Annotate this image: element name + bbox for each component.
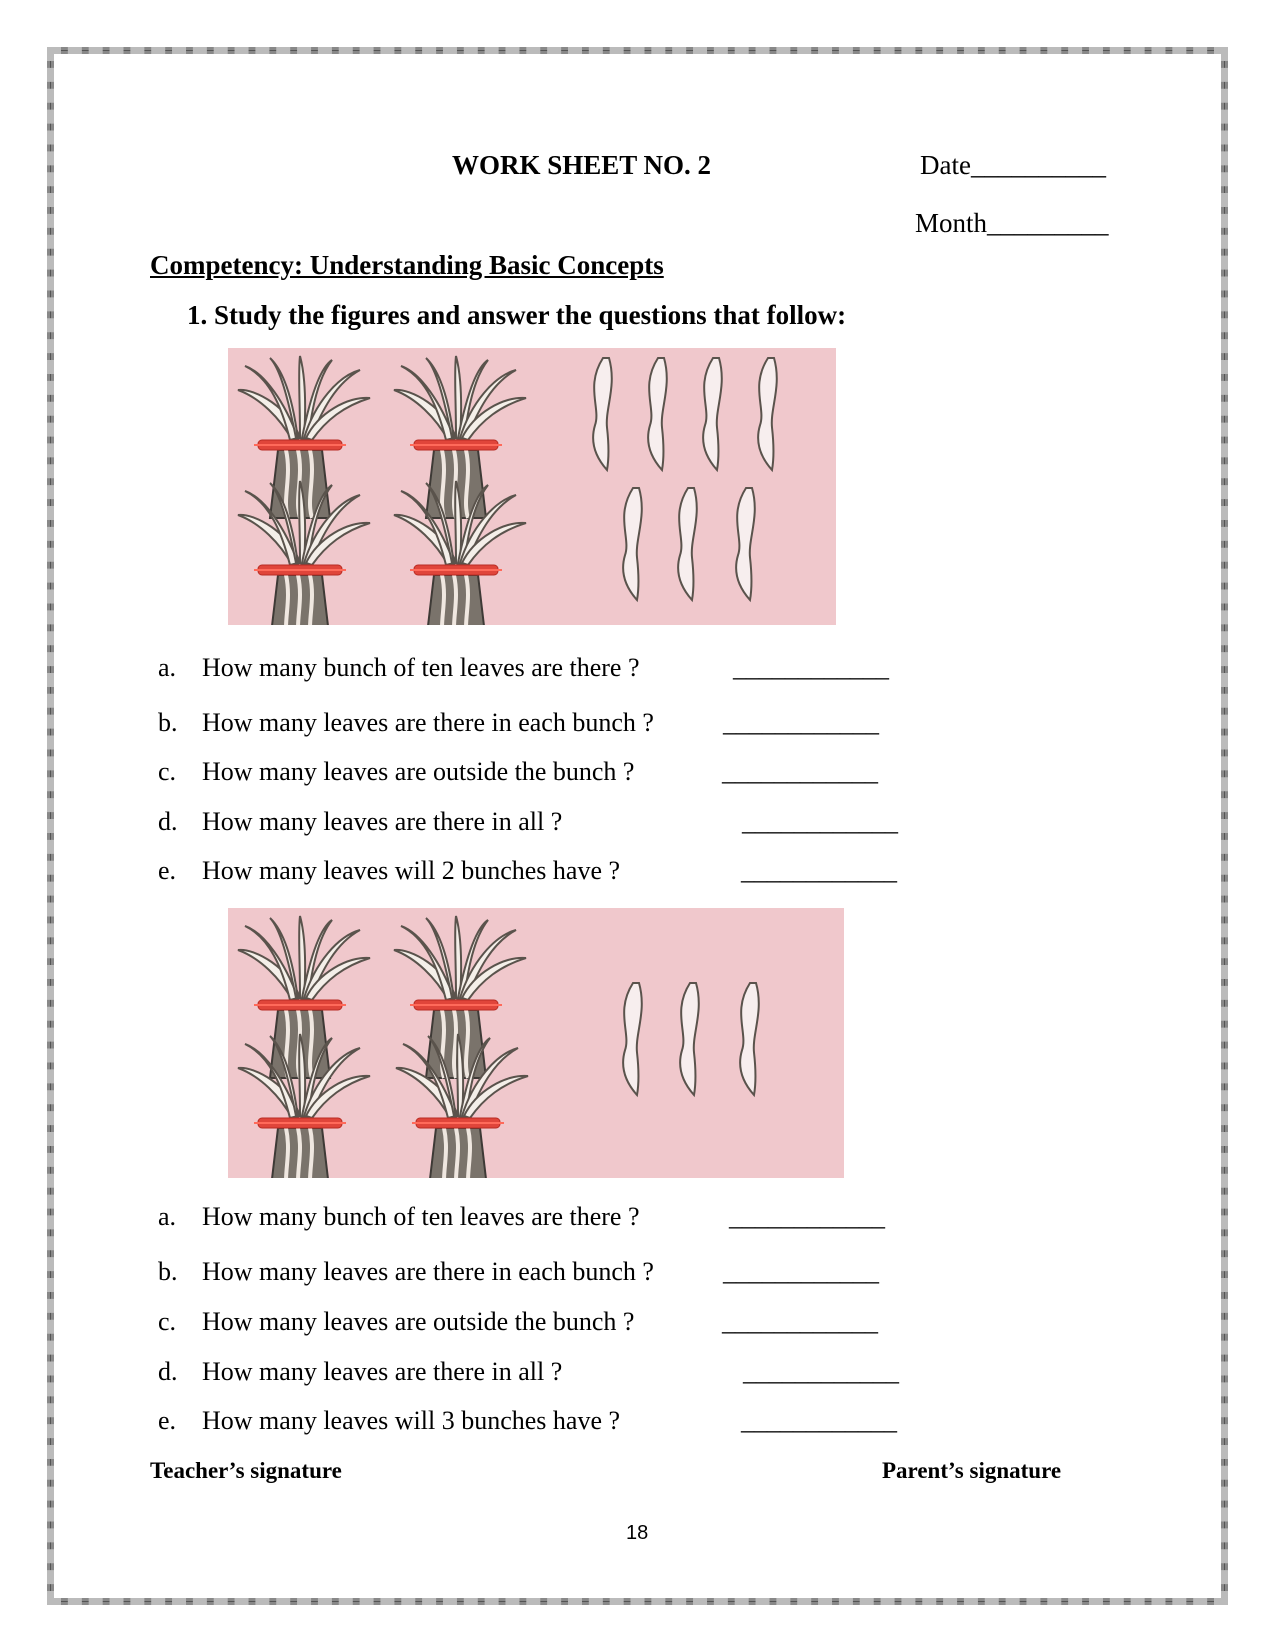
loose-leaf <box>740 983 759 1095</box>
leaf-bunch <box>238 1034 370 1178</box>
question-text: How many leaves are there in all ? <box>202 1357 563 1386</box>
page-number: 18 <box>626 1522 649 1544</box>
question-row <box>158 1257 654 1287</box>
question-text: How many leaves are outside the bunch ? <box>202 1307 635 1336</box>
question-letter: b. <box>158 1257 178 1286</box>
leaf-bunch <box>394 481 526 625</box>
leaf-bunch <box>396 1034 528 1178</box>
teacher-signature: Teacher’s signature <box>150 1458 342 1483</box>
loose-leaf <box>623 983 642 1095</box>
loose-leaf <box>678 488 697 600</box>
answer-blank[interactable]: ____________ <box>722 1307 878 1336</box>
answer-blank[interactable]: ____________ <box>742 807 898 836</box>
answer-blank[interactable]: ____________ <box>729 1202 885 1231</box>
question-letter: c. <box>158 757 177 786</box>
loose-leaf <box>680 983 699 1095</box>
loose-leaf <box>758 358 777 470</box>
answer-blank[interactable]: ____________ <box>723 708 879 737</box>
question-row <box>158 1357 562 1387</box>
question-letter: a. <box>158 653 177 682</box>
loose-leaf <box>593 358 612 470</box>
leaf-bunch <box>238 356 370 518</box>
date-field: Date__________ <box>920 150 1106 180</box>
answer-blank[interactable]: ____________ <box>722 757 878 786</box>
question-letter: b. <box>158 708 178 737</box>
question-text: How many leaves are there in each bunch ? <box>202 708 654 737</box>
answer-blank[interactable]: ____________ <box>723 1257 879 1286</box>
question-row <box>158 1307 634 1337</box>
question-letter: e. <box>158 1406 177 1435</box>
leaves-figure-1 <box>228 348 836 625</box>
question-text: How many leaves are there in all ? <box>202 807 563 836</box>
answer-blank[interactable]: ____________ <box>741 1406 897 1435</box>
question-row <box>158 653 639 683</box>
worksheet-title: WORK SHEET NO. 2 <box>452 150 712 180</box>
question-row <box>158 807 562 837</box>
question-letter: e. <box>158 856 177 885</box>
question-text: How many leaves are outside the bunch ? <box>202 757 635 786</box>
parent-signature: Parent’s signature <box>882 1458 1062 1483</box>
leaf-bunch <box>394 356 526 518</box>
question-text: How many bunch of ten leaves are there ? <box>202 653 640 682</box>
leaves-figure-2 <box>228 908 844 1178</box>
question-letter: a. <box>158 1202 177 1231</box>
answer-blank[interactable]: ____________ <box>741 856 897 885</box>
question-row <box>158 757 634 787</box>
question-letter: c. <box>158 1307 177 1336</box>
question-text: How many leaves are there in each bunch ? <box>202 1257 654 1286</box>
question-row <box>158 856 620 886</box>
question-text: How many leaves will 2 bunches have ? <box>202 856 621 885</box>
loose-leaf <box>736 488 755 600</box>
question-row <box>158 1406 620 1436</box>
answer-blank[interactable]: ____________ <box>733 653 889 682</box>
loose-leaf <box>623 488 642 600</box>
answer-blank[interactable]: ____________ <box>743 1357 899 1386</box>
question-text: How many leaves will 3 bunches have ? <box>202 1406 621 1435</box>
instruction-text: 1. Study the figures and answer the questions that follow: <box>187 300 847 330</box>
month-field: Month_________ <box>915 208 1109 238</box>
loose-leaf <box>648 358 667 470</box>
competency-heading: Competency: Understanding Basic Concepts <box>150 250 664 280</box>
question-row <box>158 708 654 738</box>
question-row <box>158 1202 639 1232</box>
question-letter: d. <box>158 807 178 836</box>
loose-leaf <box>703 358 722 470</box>
question-text: How many bunch of ten leaves are there ? <box>202 1202 640 1231</box>
leaf-bunch <box>238 481 370 625</box>
question-letter: d. <box>158 1357 178 1386</box>
